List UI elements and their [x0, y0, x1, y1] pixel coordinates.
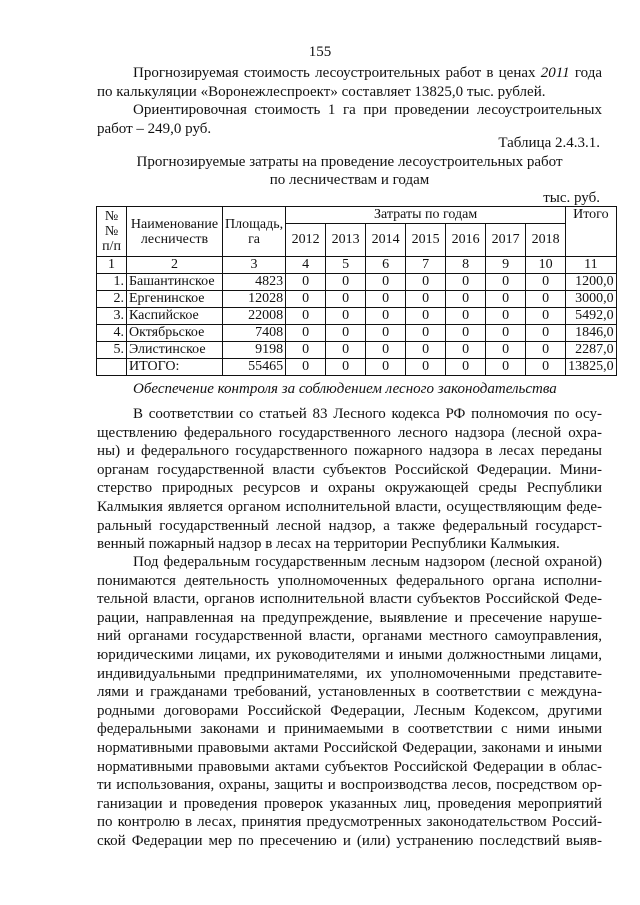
forestry-name: Элистинское [127, 342, 223, 359]
paragraph-3 [97, 405, 602, 554]
forestry-name: Ергенинское [127, 291, 223, 308]
table-row [97, 274, 617, 291]
year-value: 0 [486, 359, 526, 376]
col-num: 6 [366, 257, 406, 274]
year-value: 0 [446, 308, 486, 325]
year-value: 0 [526, 342, 566, 359]
total-value: 1846,0 [566, 325, 617, 342]
para4-line: ти использования, охраны, защиты и воспроизводства лесов, посредством ор- [97, 777, 602, 794]
para4-line: ний органами государственной власти, органами местного самоуправления, [97, 628, 602, 645]
year-value: 0 [446, 359, 486, 376]
col-num: 7 [406, 257, 446, 274]
area-value: 12028 [223, 291, 286, 308]
para3-line: стерство природных ресурсов и охраны окружающей среды Республики [97, 480, 602, 497]
column-number-row [97, 257, 617, 274]
year-value: 0 [286, 325, 326, 342]
row-number [97, 359, 127, 376]
area-value: 55465 [223, 359, 286, 376]
table-title [97, 153, 602, 189]
year-value: 0 [526, 325, 566, 342]
year-value: 0 [486, 291, 526, 308]
para3-line: В соответствии со статьей 83 Лесного кодекса РФ полномочия по осу- [133, 406, 602, 422]
col-num: 4 [286, 257, 326, 274]
year-value: 0 [326, 291, 366, 308]
area-value: 4823 [223, 274, 286, 291]
year-value: 0 [526, 359, 566, 376]
year-value: 0 [526, 291, 566, 308]
section-heading: Обеспечение контроля за соблюдением лесного законодательства [133, 381, 557, 397]
table-row [97, 291, 617, 308]
year-value: 0 [366, 359, 406, 376]
year-value: 0 [446, 274, 486, 291]
year-value: 0 [486, 325, 526, 342]
forestry-name: Башантинское [127, 274, 223, 291]
table-body [97, 274, 617, 376]
col-num: 9 [486, 257, 526, 274]
para4-line: понимаются деятельность уполномоченных федерального органа исполни- [97, 572, 602, 589]
total-value: 5492,0 [566, 308, 617, 325]
intro-year: 2011 [540, 65, 570, 81]
total-value: 3000,0 [566, 291, 617, 308]
para4-line: нормативными правовыми актами Российской Федерации, законами и иными [97, 739, 602, 756]
row-number: 5. [97, 342, 127, 359]
year-value: 0 [326, 308, 366, 325]
page-number: 155 [308, 44, 332, 60]
para3-line: венный пожарный надзор в лесах на территории Республики Калмыкия. [97, 536, 560, 553]
header-costs: Затраты по годам [286, 207, 566, 224]
table-title-line-2: по лесничествам и годам [269, 172, 430, 188]
area-value: 22008 [223, 308, 286, 325]
year-value: 0 [286, 359, 326, 376]
para4-line: Под федеральным государственным лесным надзором (лесной охраной) [133, 554, 602, 570]
area-value: 7408 [223, 325, 286, 342]
year-value: 0 [406, 308, 446, 325]
area-value: 9198 [223, 342, 286, 359]
total-value: 2287,0 [566, 342, 617, 359]
year-cell: 2018 [526, 224, 566, 257]
costs-table [96, 206, 617, 376]
col-num: 3 [223, 257, 286, 274]
year-value: 0 [526, 274, 566, 291]
para4-line: рации, направленная на предупреждение, выявление и пресечение наруше- [97, 609, 602, 626]
year-value: 0 [286, 274, 326, 291]
year-value: 0 [286, 342, 326, 359]
table-row [97, 325, 617, 342]
col-num: 11 [566, 257, 617, 274]
col-num: 2 [127, 257, 223, 274]
para3-line: органам государственной власти субъектов Российской Федерации. Мини- [97, 461, 602, 478]
row-number: 1. [97, 274, 127, 291]
para3-line: ральный государственный лесной надзор, а также федеральный государст- [97, 517, 602, 534]
para4-line: тельной власти, органов исполнительной власти субъектов Российской Феде- [97, 591, 602, 608]
year-value: 0 [406, 291, 446, 308]
intro-paragraph-2 [97, 101, 602, 138]
col-num: 10 [526, 257, 566, 274]
para3-line: Калмыкия является органом исполнительной власти, осуществляющим феде- [97, 498, 602, 515]
year-cell: 2014 [366, 224, 406, 257]
year-value: 0 [446, 325, 486, 342]
year-value: 0 [326, 274, 366, 291]
year-value: 0 [406, 325, 446, 342]
paragraph-4 [97, 553, 602, 851]
intro-paragraph-1 [97, 64, 602, 101]
year-value: 0 [286, 291, 326, 308]
year-cell: 2016 [446, 224, 486, 257]
year-value: 0 [526, 308, 566, 325]
year-value: 0 [486, 342, 526, 359]
units-label: тыс. руб. [543, 190, 600, 206]
year-cell: 2012 [286, 224, 326, 257]
year-value: 0 [286, 308, 326, 325]
header-num: №№ п/п [97, 207, 127, 257]
year-value: 0 [326, 325, 366, 342]
intro-line-2: по калькуляции «Воронежлеспроект» составляет 13825,0 тыс. рублей. [97, 83, 546, 100]
total-value: 13825,0 [566, 359, 617, 376]
header-area: Площадь, га [223, 207, 286, 257]
year-cell: 2013 [326, 224, 366, 257]
para4-line: нормативными правовыми актами субъектов Российской Федерации в облас- [97, 758, 602, 775]
year-value: 0 [366, 325, 406, 342]
year-cell: 2015 [406, 224, 446, 257]
col-num: 8 [446, 257, 486, 274]
para4-line: родными договорами Российской Федерации, Лесным Кодексом, другими [97, 702, 602, 719]
forestry-name: Октябрьское [127, 325, 223, 342]
para3-line: ществлению федерального государственного лесного надзора (лесной охра- [97, 424, 602, 441]
para4-line: ганизации и проведения проверок указанных лиц, проведения мероприятий [97, 795, 602, 812]
para4-line: ской Федерации мер по пресечению и (или) устранению последствий выяв- [97, 832, 602, 849]
year-cell: 2017 [486, 224, 526, 257]
year-value: 0 [446, 291, 486, 308]
forestry-name: Каспийское [127, 308, 223, 325]
para4-line: индивидуальными предпринимателями, их уполномоченными представите- [97, 665, 602, 682]
total-row [97, 359, 617, 376]
intro2-line-1: Ориентировочная стоимость 1 га при проведении лесоустроительных [133, 102, 602, 118]
para4-line: федеральными законами и принимаемыми в соответствии с ними иными [97, 721, 602, 738]
year-value: 0 [366, 342, 406, 359]
year-value: 0 [406, 274, 446, 291]
header-total: Итого [566, 207, 617, 257]
year-value: 0 [486, 274, 526, 291]
row-number: 3. [97, 308, 127, 325]
para4-line: по контролю в лесах, принятия предусмотренных законодательством Россий- [97, 814, 602, 831]
intro-line-1: Прогнозируемая стоимость лесоустроительных работ в ценах 2011 года [133, 65, 603, 81]
table-title-line-1: Прогнозируемые затраты на проведение лесоустроительных работ [136, 154, 563, 170]
col-num: 1 [97, 257, 127, 274]
year-value: 0 [486, 308, 526, 325]
year-value: 0 [366, 274, 406, 291]
para3-line: ны) и федерального государственного пожарного надзора в лесах переданы [97, 443, 602, 460]
row-number: 4. [97, 325, 127, 342]
year-value: 0 [406, 359, 446, 376]
header-name: Наименование лесничеств [127, 207, 223, 257]
table-row [97, 308, 617, 325]
para4-line: юридическими лицами, их руководителями и иными должностными лицами, [97, 646, 602, 663]
forestry-name: ИТОГО: [127, 359, 223, 376]
year-value: 0 [406, 342, 446, 359]
year-value: 0 [366, 308, 406, 325]
total-value: 1200,0 [566, 274, 617, 291]
table-row [97, 342, 617, 359]
year-value: 0 [326, 359, 366, 376]
intro2-line-2: работ – 249,0 руб. [97, 120, 212, 137]
year-value: 0 [446, 342, 486, 359]
table-label: Таблица 2.4.3.1. [498, 135, 600, 151]
year-value: 0 [366, 291, 406, 308]
year-value: 0 [326, 342, 366, 359]
col-num: 5 [326, 257, 366, 274]
row-number: 2. [97, 291, 127, 308]
para4-line: лями и гражданами требований, установленных в соответствии с междуна- [97, 684, 602, 701]
